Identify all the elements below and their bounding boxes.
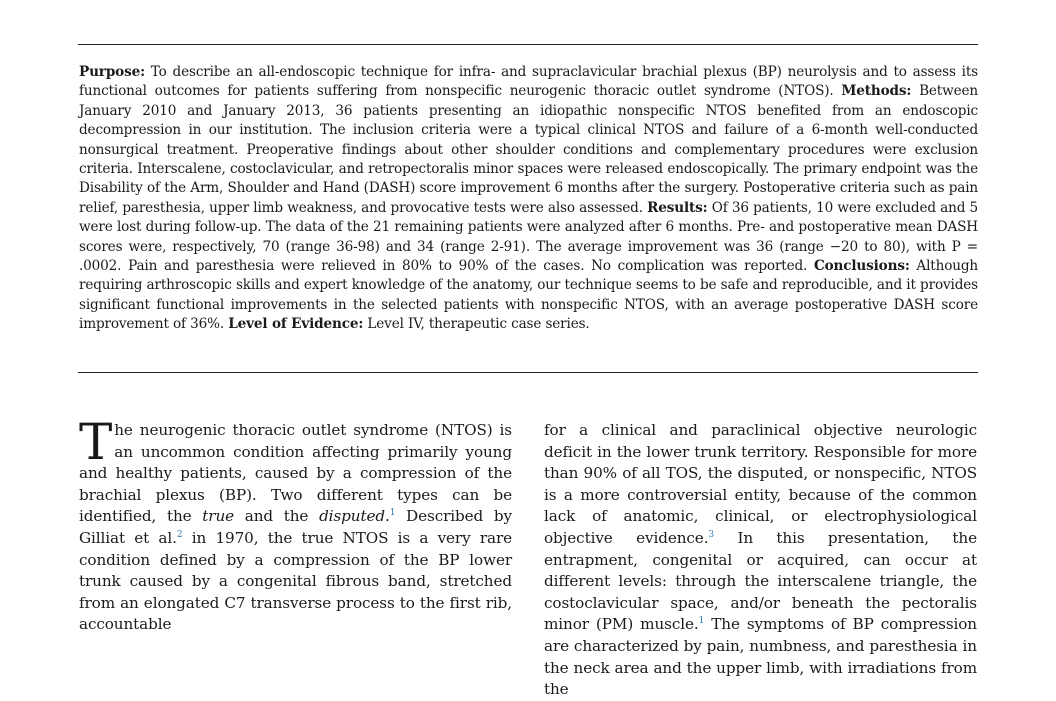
results-text: Of 36 patients, 10 were excluded and 5 were lost during follow-up. The data of the 21 remaining patients were analyzed after 6 months. Pre- and postoperative mean DASH scores were, respectively, 70 (range 36-98) and 34 (range 2-91). The average improvement was 36 (range −20 to 80), with P = .0002. Pain and paresthesia were relieved in 80% to 90% of the cases. No complication was reported. (79, 199, 978, 275)
emphasis-disputed: disputed (319, 507, 385, 526)
body-text: . (384, 507, 390, 526)
body-text: and the (234, 507, 320, 526)
body-text: The symptoms of BP compression are characterized by pain, numbness, and paresthesia in the neck area and the upper limb, with irradiations from the (544, 615, 977, 699)
methods-text: Between January 2010 and January 2013, 36 patients presenting an idiopathic nonspecific NTOS benefited from an endoscopic decompression in our institution. The inclusion criteria were a typical clinical NTOS and failure of a 6-month well-conducted nonsurgical treatment. Preoperative findings about other shoulder conditions and complementary procedures were exclusion criteria. Interscalene, costoclavicular, and retropectoralis minor spaces were released endoscopically. The primary endpoint was the Disability of the Arm, Shoulder and Hand (DASH) score improvement 6 months after the surgery. Postoperative criteria such as pain relief, paresthesia, upper limb weakness, and provocative tests were also assessed. (79, 83, 978, 216)
body-column-right (544, 420, 977, 701)
body-text: In this presentation, the entrapment, congenital or acquired, can occur at different levels: through the interscalene triangle, the costoclavicular space, and/or beneath the pectoralis minor (PM) muscle. (544, 528, 977, 634)
body-text: in 1970, the true NTOS is a very rare condition defined by a compression of the BP lower trunk caused by a congenital fibrous band, stretched from an elongated C7 transverse process to the first rib, accountable (79, 528, 512, 634)
conclusions-text: Although requiring arthroscopic skills and expert knowledge of the anatomy, our technique seems to be safe and reproducible, and it provides significant functional improvements in the selected patients with nonspecific NTOS, with an average postoperative DASH score improvement of 36%. (79, 258, 978, 333)
body-text: for a clinical and paraclinical objective neurologic deficit in the lower trunk territory. Responsible for more than 90% of all TOS, the disputed, or nonspecific, NTOS is a more controversial entity, because of the common lack of anatomic, clinical, or electrophysiological objective evidence. (544, 421, 977, 547)
methods-label: Methods: (841, 83, 912, 100)
conclusions-label: Conclusions: (813, 258, 910, 275)
top-rule (78, 44, 978, 45)
body-column-left (79, 413, 513, 636)
reference-link-3[interactable]: 3 (708, 529, 715, 540)
results-label: Results: (647, 199, 708, 216)
purpose-label: Purpose: (79, 64, 145, 80)
bottom-rule (78, 372, 978, 373)
purpose-text: To describe an all-endoscopic technique for infra- and supraclavicular brachial plexus (BP) neurolysis and to assess its functional outcomes for patients suffering from nonspecific neurogenic thoracic outlet syndrome (NTOS). (79, 64, 978, 100)
level-of-evidence-text: Level IV, therapeutic case series. (363, 316, 590, 333)
reference-link-1[interactable]: 1 (389, 508, 396, 519)
body-text: Described by Gilliat et al. (79, 507, 513, 547)
body-text: he neurogenic thoracic outlet syndrome (NTOS) is an uncommon condition affecting primarily young and healthy patients, caused by a compression of the brachial plexus (BP). Two different types can be identified, the (79, 421, 512, 526)
drop-cap: T (79, 413, 113, 471)
reference-link-1[interactable]: 1 (698, 616, 705, 627)
level-of-evidence-label: Level of Evidence: (228, 316, 364, 333)
abstract (79, 63, 978, 335)
emphasis-true: true (202, 507, 235, 526)
reference-link-2[interactable]: 2 (176, 529, 183, 540)
